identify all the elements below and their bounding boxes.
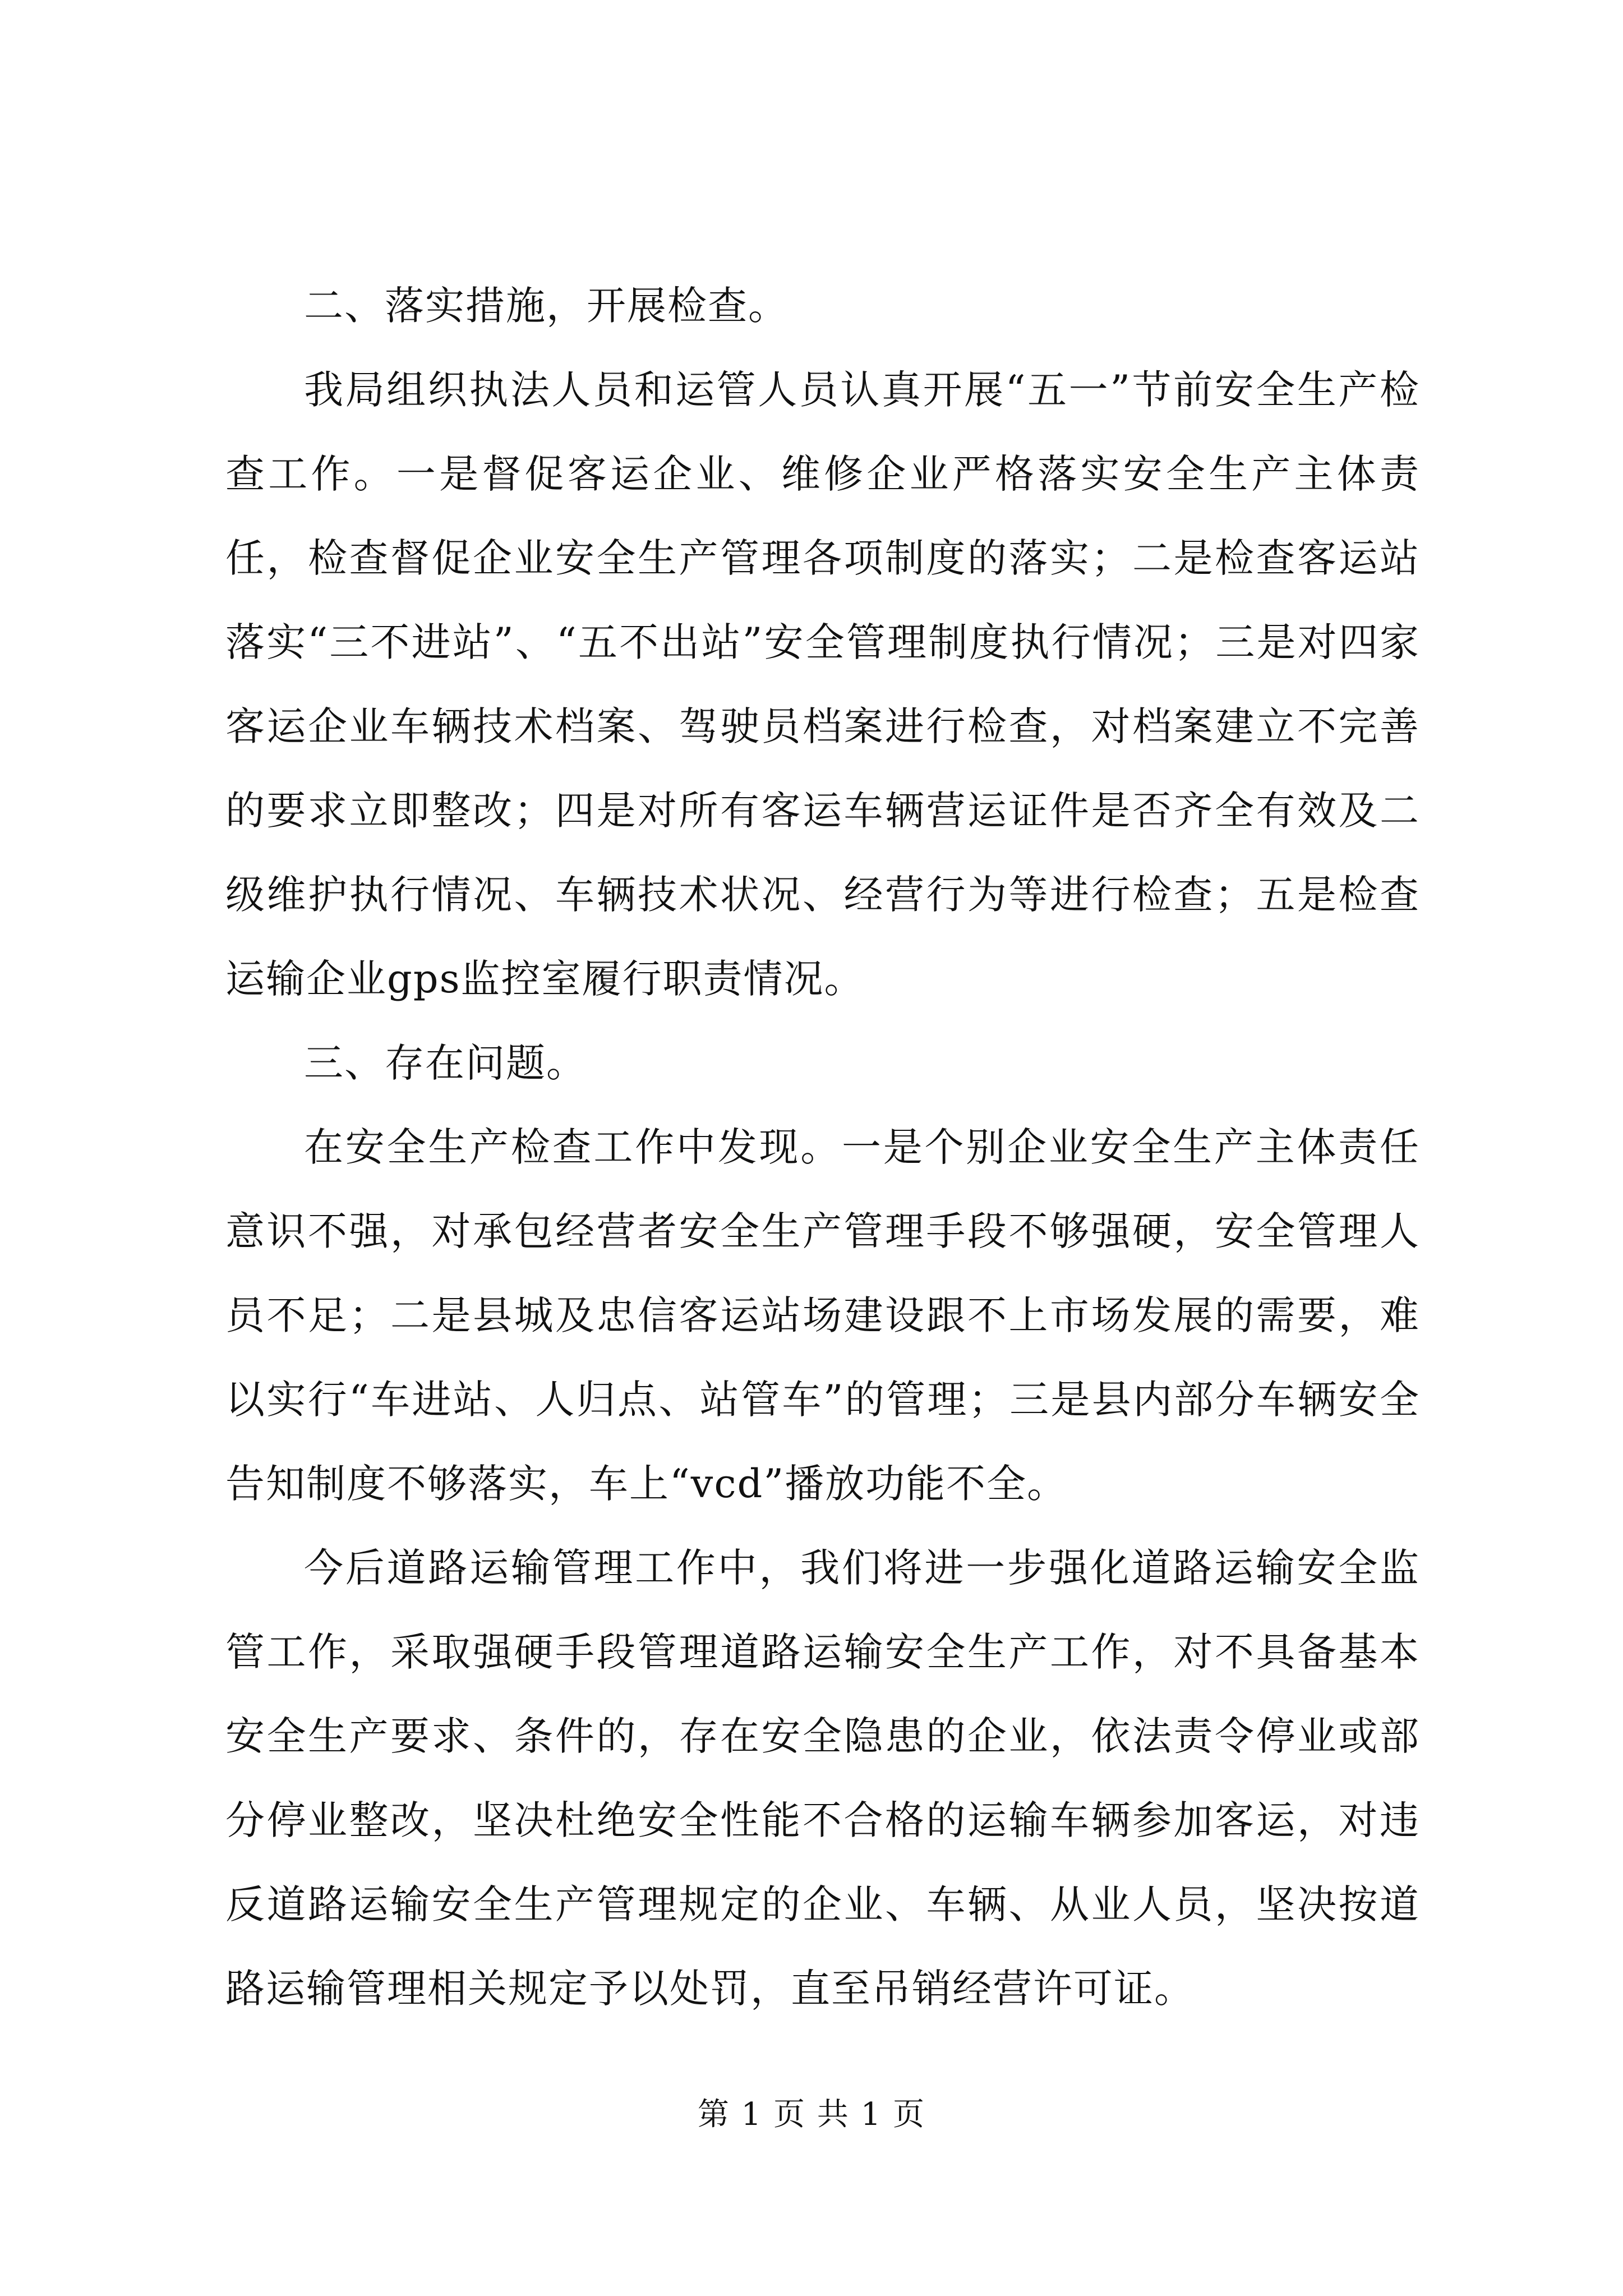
section-heading-measures: 二、落实措施，开展检查。: [304, 283, 789, 329]
section-heading-problems: 三、存在问题。: [304, 1040, 587, 1086]
page-number-footer: 第 1 页 共 1 页: [697, 2096, 926, 2133]
paragraph-inspection: 我局组织执法人员和运管人员认真开展“五一”节前安全生产检查工作。一是督促客运企业、维修企业严格落实安全生产主体责任，检查督促企业安全生产管理各项制度的落实；二是检查客运站落实“三不进站”、“五不出站”安全管理制度执行情况；三是对四家客运企业车辆技术档案、驾驶员档案进行检查，对档案建立不完善的要求立即整改；四是对所有客运车辆营运证件是否齐全有效及二级维护执行情况、车辆技术状况、经营行为等进行检查；五是检查运输企业gps监控室履行职责情况。: [225, 367, 1420, 1002]
paragraph-problems: 在安全生产检查工作中发现。一是个别企业安全生产主体责任意识不强，对承包经营者安全生产管理手段不够强硬，安全管理人员不足；二是县城及忠信客运站场建设跟不上市场发展的需要，难以实行“车进站、人归点、站管车”的管理；三是县内部分车辆安全告知制度不够落实，车上“vcd”播放功能不全。: [225, 1124, 1420, 1507]
document-body: [225, 264, 1420, 2031]
paragraph-future-work: 今后道路运输管理工作中，我们将进一步强化道路运输安全监管工作，采取强硬手段管理道路运输安全生产工作，对不具备基本安全生产要求、条件的，存在安全隐患的企业，依法责令停业或部分停业整改，坚决杜绝安全性能不合格的运输车辆参加客运，对违反道路运输安全生产管理规定的企业、车辆、从业人员，坚决按道路运输管理相关规定予以处罚，直至吊销经营许可证。: [225, 1545, 1420, 2012]
